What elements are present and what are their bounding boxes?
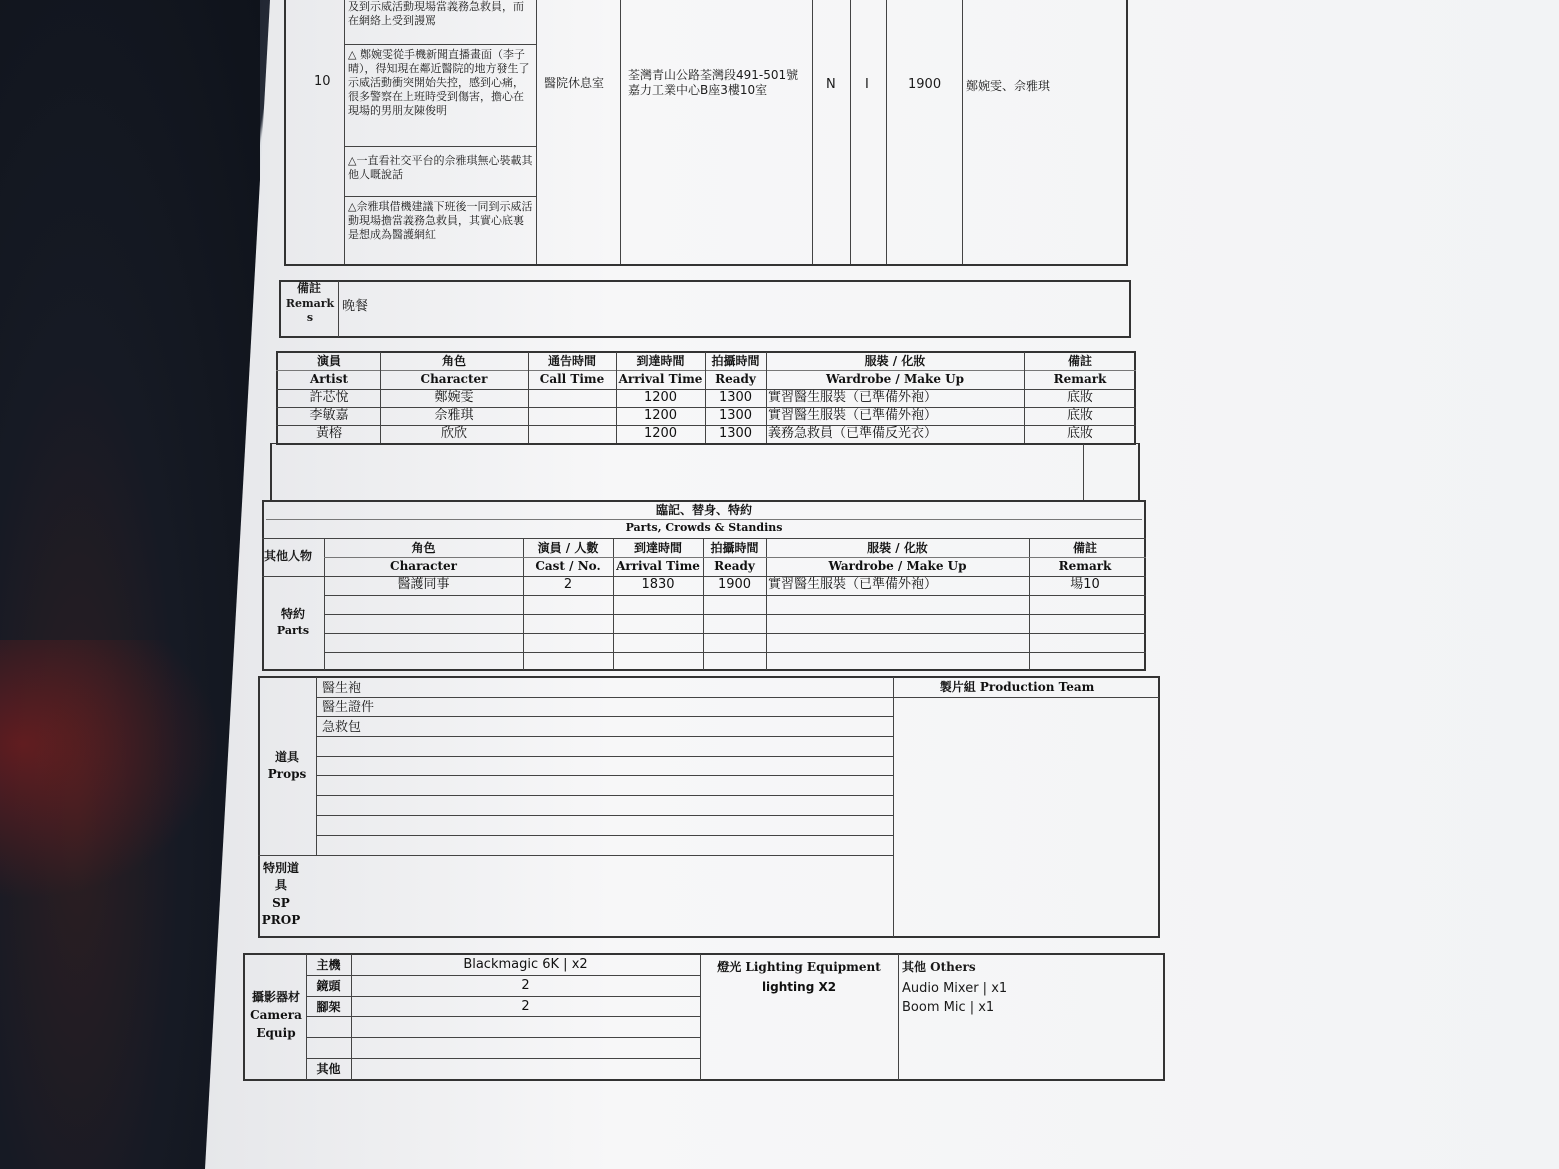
production-team-label: 製片組 Production Team	[939, 680, 1095, 694]
tripod-value: 2	[521, 999, 530, 1014]
scene-action-3: △一直看社交平台的佘雅琪無心裝載其他人嘅說話	[348, 154, 533, 181]
parts-cast-header-en: Cast / No.	[535, 559, 601, 573]
sp-prop-label-en: SP PROP	[261, 896, 301, 927]
parts-remark-header-cn: 備註	[1072, 541, 1097, 555]
artist-name: 許芯悅	[309, 390, 349, 405]
artist-header-cn: 演員	[316, 354, 341, 368]
props-item: 急救包	[322, 720, 362, 735]
equip-row-label: 腳架	[316, 1000, 341, 1014]
artist-name: 黃榕	[315, 426, 342, 441]
ready-time: 1300	[718, 426, 753, 441]
scene-time: 1900	[908, 77, 942, 92]
wardrobe-header-en: Wardrobe / Make Up	[825, 372, 965, 386]
sp-prop-label-cn: 特別道具	[262, 861, 299, 892]
ready-time: 1300	[718, 408, 753, 423]
remark: 底妝	[1066, 426, 1093, 441]
arrival-time: 1200	[643, 390, 678, 405]
remarks-label-en: Remark s	[285, 297, 335, 324]
camera-body-value: Blackmagic 6K | x2	[463, 957, 588, 972]
remark-header-cn: 備註	[1067, 354, 1092, 368]
others-item: Boom Mic | x1	[902, 1000, 995, 1015]
scene-action-2: △ 鄭婉雯從手機新聞直播畫面（李子晴），得知現在鄰近醫院的地方發生了示威活動衝突開始失控，感到心痛，很多警察在上班時受到傷害，擔心在現場的男朋友陳俊明	[348, 48, 530, 117]
camera-label-en: Camera Equip	[250, 1008, 302, 1040]
parts-remark-header-en: Remark	[1058, 559, 1112, 573]
wardrobe-header-cn: 服裝 / 化妝	[864, 354, 926, 368]
equip-row-label: 主機	[316, 958, 341, 972]
props-label-cn: 道具	[274, 750, 299, 764]
arrival-time: 1200	[643, 408, 678, 423]
parts-wardrobe-header-en: Wardrobe / Make Up	[828, 559, 967, 573]
call-time-header-cn: 通告時間	[547, 354, 596, 368]
artist-notes-area	[270, 443, 1140, 501]
parts-remark: 場10	[1070, 577, 1100, 592]
props-item: 醫生證件	[322, 700, 375, 715]
others-side-label: 其他人物	[264, 549, 313, 563]
parts-character-header-en: Character	[390, 559, 457, 573]
parts-arrival: 1830	[641, 577, 675, 592]
wardrobe: 實習醫生服裝（已準備外袍）	[768, 390, 938, 405]
arrival-header-en: Arrival Time	[618, 372, 703, 386]
remark-header-en: Remark	[1053, 372, 1107, 386]
parts-title-en: Parts, Crowds & Standins	[625, 521, 783, 534]
character-name: 欣欣	[440, 426, 467, 441]
parts-ready-header-en: Ready	[714, 559, 755, 573]
parts-character: 醫護同事	[397, 577, 450, 592]
arrival-time: 1200	[643, 426, 678, 441]
equip-row-label: 鏡頭	[316, 979, 341, 993]
parts-title-cn: 臨記、替身、特約	[655, 503, 752, 517]
character-name: 佘雅琪	[434, 408, 474, 423]
scene-action-4: △佘雅琪借機建議下班後一同到示威活動現場擔當義務急救員，其實心底裏是想成為醫護網紅	[348, 200, 533, 241]
scene-day-night: N	[826, 77, 836, 92]
parts-cast-header-cn: 演員 / 人數	[537, 541, 599, 555]
parts-ready-header-cn: 拍攝時間	[710, 541, 759, 555]
camera-label-cn: 攝影器材	[251, 990, 300, 1004]
remarks-box	[279, 280, 1131, 338]
parts-ready: 1900	[717, 577, 752, 592]
wardrobe: 義務急救員（已準備反光衣）	[768, 426, 938, 441]
scene-int-ext: I	[865, 77, 869, 92]
lighting-value: lighting X2	[761, 980, 837, 994]
scene-cast: 鄭婉雯、佘雅琪	[966, 79, 1051, 93]
equip-row-label: 其他	[316, 1062, 341, 1076]
lens-value: 2	[521, 978, 530, 993]
props-label-en: Props	[267, 767, 307, 781]
parts-wardrobe: 實習醫生服裝（已準備外袍）	[768, 577, 938, 592]
parts-side-label-cn: 特約	[280, 607, 305, 621]
ready-header-cn: 拍攝時間	[711, 354, 760, 368]
artist-name: 李敏嘉	[309, 408, 349, 423]
parts-character-header-cn: 角色	[411, 541, 436, 555]
ready-header-en: Ready	[715, 372, 756, 386]
call-time-header-en: Call Time	[539, 372, 605, 386]
scene-set: 醫院休息室	[544, 76, 605, 90]
wardrobe: 實習醫生服裝（已準備外袍）	[768, 408, 938, 423]
ready-time: 1300	[718, 390, 753, 405]
parts-cast: 2	[563, 577, 573, 592]
arrival-header-cn: 到達時間	[636, 354, 685, 368]
parts-wardrobe-header-cn: 服裝 / 化妝	[867, 541, 928, 555]
props-item: 醫生袍	[322, 681, 362, 696]
others-label: 其他 Others	[902, 960, 976, 974]
lighting-label: 燈光 Lighting Equipment	[717, 960, 881, 974]
character-header-en: Character	[420, 372, 488, 386]
scene-number: 10	[314, 74, 331, 89]
parts-side-label-en: Parts	[276, 624, 310, 637]
remark: 底妝	[1066, 408, 1093, 423]
scene-action-1: 及到示威活動現場當義務急救員，而在網絡上受到謾罵	[348, 0, 524, 27]
remarks-value: 晚餐	[342, 299, 369, 314]
remarks-label-cn: 備註	[296, 281, 321, 295]
character-header-cn: 角色	[441, 354, 466, 368]
artist-header-en: Artist	[309, 372, 349, 386]
character-name: 鄭婉雯	[434, 390, 474, 405]
remark: 底妝	[1066, 390, 1093, 405]
others-item: Audio Mixer | x1	[902, 981, 1008, 996]
parts-arrival-header-cn: 到達時間	[633, 541, 682, 555]
scene-location: 荃灣青山公路荃灣段491-501號嘉力工業中心B座3樓10室	[628, 68, 799, 97]
parts-arrival-header-en: Arrival Time	[616, 559, 700, 573]
